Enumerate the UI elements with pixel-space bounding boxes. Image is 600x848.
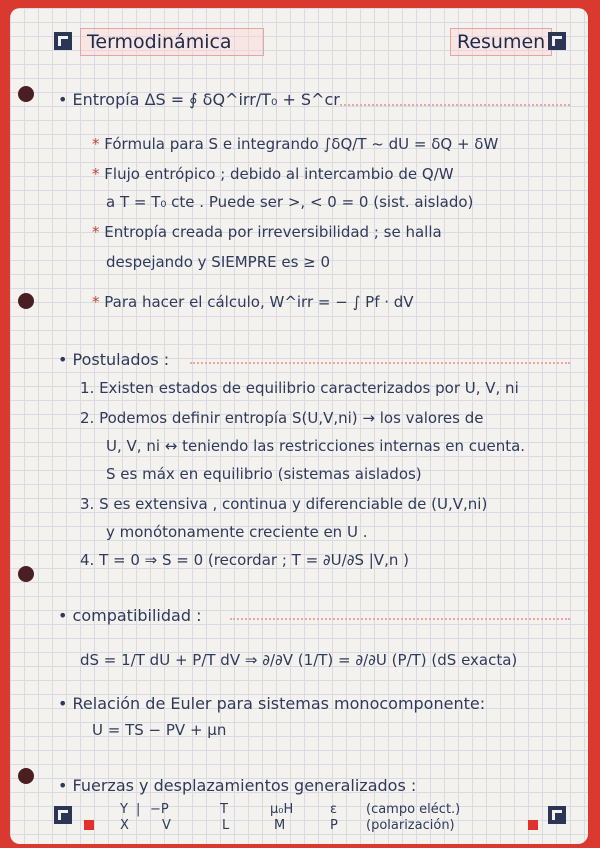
binder-hole bbox=[18, 293, 34, 309]
line-fuerzas: • Fuerzas y desplazamientos generalizados : bbox=[58, 776, 417, 795]
bullet-icon: • bbox=[58, 776, 73, 795]
cell: M bbox=[274, 818, 286, 833]
asterisk-icon: * bbox=[92, 135, 105, 153]
line-compat: • compatibilidad : bbox=[58, 606, 202, 625]
line-p2b: U, V, ni ↔ teniendo las restricciones internas en cuenta. bbox=[106, 437, 526, 455]
binder-hole bbox=[18, 768, 34, 784]
cell: −P bbox=[150, 802, 169, 817]
bullet-icon: • bbox=[58, 350, 73, 369]
notebook-logo-icon-footer-right bbox=[548, 806, 566, 824]
cell: ε bbox=[330, 802, 338, 817]
line-euler2: U = TS − PV + μn bbox=[92, 721, 227, 739]
notebook-page bbox=[10, 8, 588, 844]
asterisk-icon: * bbox=[92, 293, 105, 311]
cell: (polarización) bbox=[366, 818, 455, 833]
notebook-logo-icon bbox=[54, 32, 72, 50]
red-square-marker bbox=[528, 820, 538, 830]
line-s2: * Flujo entrópico ; debido al intercambio de Q/W bbox=[92, 165, 454, 183]
line-euler: • Relación de Euler para sistemas monocomponente: bbox=[58, 694, 486, 713]
line-s3b: despejando y SIEMPRE es ≥ 0 bbox=[106, 253, 331, 271]
bullet-icon: • bbox=[58, 90, 73, 109]
line-s4: * Para hacer el cálculo, W^irr = − ∫ Pf · dV bbox=[92, 293, 414, 311]
dotted-divider bbox=[340, 104, 570, 107]
line-c1: dS = 1/T dU + P/T dV ⇒ ∂/∂V (1/T) = ∂/∂U (P/T) (dS exacta) bbox=[80, 651, 518, 669]
cell: P bbox=[330, 818, 338, 833]
line-postulados: • Postulados : bbox=[58, 350, 170, 369]
divider: | bbox=[136, 802, 141, 817]
notebook-logo-icon-right bbox=[548, 32, 566, 50]
line-entropia: • Entropía ΔS = ∮ δQ^irr/T₀ + S^cr bbox=[58, 90, 340, 109]
title-box bbox=[80, 28, 264, 56]
cell: X bbox=[120, 818, 129, 833]
line-p3: 3. S es extensiva , continua y diferenciable de (U,V,ni) bbox=[80, 495, 488, 513]
dotted-divider bbox=[190, 362, 570, 365]
bullet-icon: • bbox=[58, 694, 73, 713]
cell: L bbox=[222, 818, 230, 833]
cell: μ₀H bbox=[270, 802, 294, 817]
page-title: Termodinámica bbox=[87, 31, 232, 53]
cell: V bbox=[162, 818, 171, 833]
line-p4: 4. T = 0 ⇒ S = 0 (recordar ; T = ∂U/∂S |V,n ) bbox=[80, 551, 409, 569]
cell: (campo eléct.) bbox=[366, 802, 461, 817]
dotted-divider bbox=[230, 618, 570, 621]
asterisk-icon: * bbox=[92, 165, 105, 183]
line-p2: 2. Podemos definir entropía S(U,V,ni) → los valores de bbox=[80, 409, 484, 427]
notebook-logo-icon-footer bbox=[54, 806, 72, 824]
cell: Y bbox=[120, 802, 128, 817]
cell: T bbox=[220, 802, 228, 817]
line-p1: 1. Existen estados de equilibrio caracterizados por U, V, ni bbox=[80, 379, 519, 397]
line-s1: * Fórmula para S e integrando ∫δQ/T ~ dU = δQ + δW bbox=[92, 135, 499, 153]
page-tag: Resumen bbox=[457, 31, 546, 53]
binder-hole bbox=[18, 566, 34, 582]
red-square-marker bbox=[84, 820, 94, 830]
line-s2b: a T = T₀ cte . Puede ser >, < 0 = 0 (sist. aislado) bbox=[106, 193, 474, 211]
line-s3: * Entropía creada por irreversibilidad ; se halla bbox=[92, 223, 442, 241]
line-p2c: S es máx en equilibrio (sistemas aislados) bbox=[106, 465, 422, 483]
binder-hole bbox=[18, 86, 34, 102]
tag-box bbox=[450, 28, 552, 56]
asterisk-icon: * bbox=[92, 223, 105, 241]
line-p3b: y monótonamente creciente en U . bbox=[106, 523, 368, 541]
bullet-icon: • bbox=[58, 606, 73, 625]
